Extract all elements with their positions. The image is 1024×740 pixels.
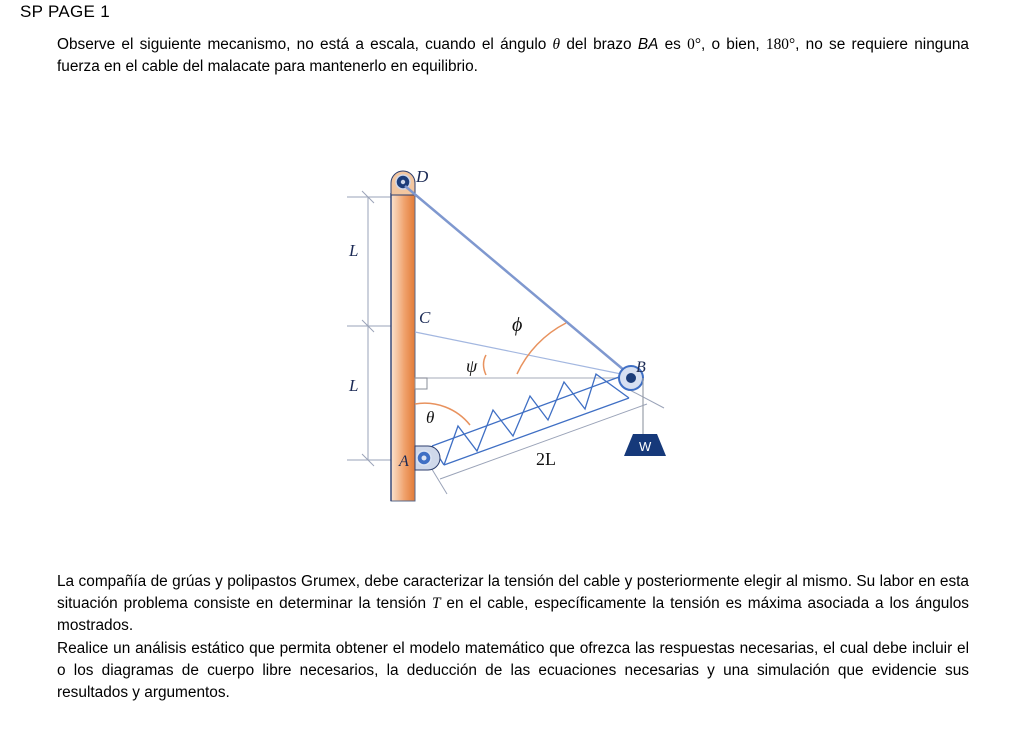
mechanism-diagram <box>335 160 675 510</box>
body-paragraph-1 <box>57 571 969 637</box>
body-p1-text-1: La compañía de grúas y polipastos Grumex, debe caracterizar la tensión del cable y posteriormente elegir al mismo. Su labor en esta situación problema consiste en determinar la tensión <box>57 573 969 612</box>
body-p1-text-2: en el cable, específicamente la tensión es máxima asociada a los ángulos mostrados. <box>57 595 969 634</box>
intro-theta: θ <box>552 36 561 53</box>
label-theta: θ <box>426 408 435 427</box>
intro-text-4: , o bien, <box>700 36 766 53</box>
angle-phi-arc <box>517 323 566 374</box>
label-w: W <box>639 439 652 454</box>
label-a: A <box>399 453 409 470</box>
mechanism-figure <box>335 160 675 515</box>
intro-text-2: del brazo <box>560 36 638 53</box>
intro-180-deg: 180° <box>765 36 796 53</box>
label-d: D <box>416 167 429 186</box>
line-cb <box>415 332 631 376</box>
intro-paragraph <box>57 34 969 78</box>
intro-zero-deg: 0° <box>687 36 701 53</box>
label-phi: ϕ <box>512 314 523 336</box>
angle-psi-arc <box>484 355 487 375</box>
label-psi: ψ <box>466 356 478 376</box>
body-p1-tension-symbol: T <box>431 595 441 612</box>
label-c: C <box>419 308 431 327</box>
intro-text-1: Observe el siguiente mecanismo, no está a escala, cuando el ángulo <box>57 36 553 53</box>
cable-db <box>405 186 631 376</box>
truss-boom <box>432 374 629 465</box>
body-paragraph-2: Realice un análisis estático que permita obtener el modelo matemático que ofrezca las respuestas necesarias, el cual debe incluir el o los diagramas de cuerpo libre necesarios, la deducción de las ecuaciones necesarias y una simulación que evidencie sus resultados y argumentos. <box>57 640 969 701</box>
page-header: SP PAGE 1 <box>20 2 110 21</box>
label-l-bottom: L <box>349 376 359 395</box>
label-2l: 2L <box>536 449 556 469</box>
intro-text-5: , no se requiere ninguna fuerza en el cable del malacate para mantenerlo en equilibrio. <box>57 36 969 75</box>
intro-text-3: es <box>658 36 688 53</box>
angle-theta-arc <box>415 403 470 425</box>
dimension-lines <box>347 191 392 466</box>
intro-ba: BA <box>637 36 659 53</box>
label-b: B <box>636 359 646 376</box>
label-l-top: L <box>349 241 359 260</box>
